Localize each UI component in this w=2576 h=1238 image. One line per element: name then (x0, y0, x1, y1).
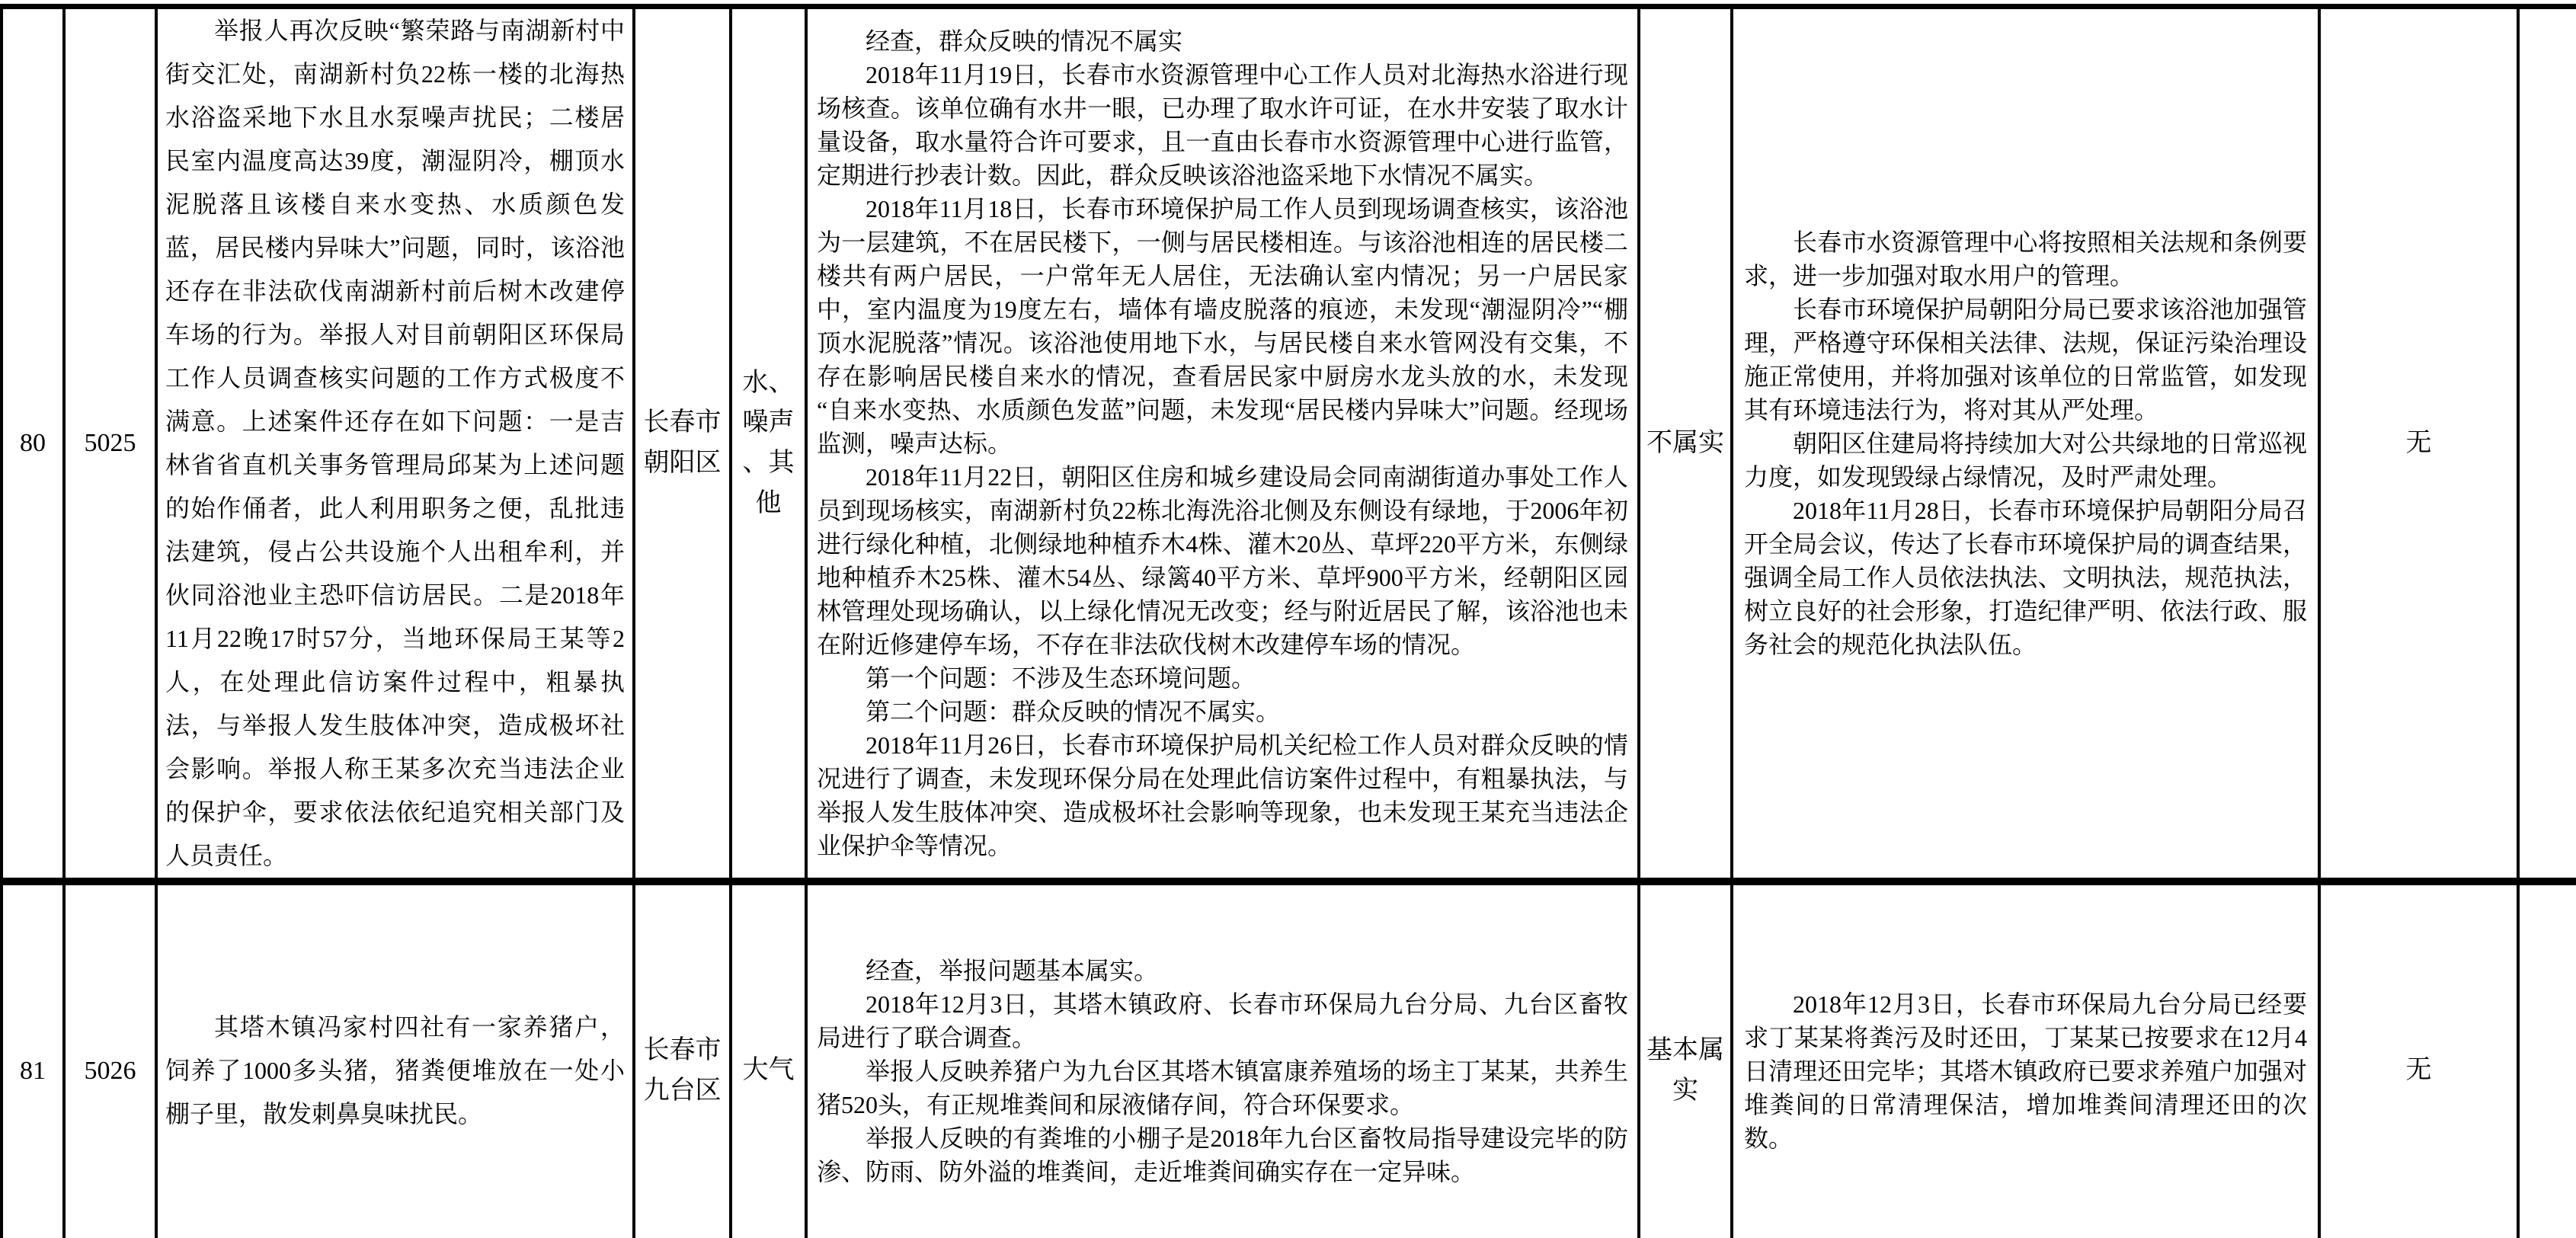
paragraph: 朝阳区住建局将持续加大对公共绿地的日常巡视力度，如发现毁绿占绿情况，及时严肃处理。 (1744, 430, 2307, 491)
case-no-cell: 5026 (64, 881, 156, 1238)
paragraph: 举报人反映养猪户为九台区其塔木镇富康养殖场的场主丁某某，共养生猪520头，有正规堆粪间和尿液储存间，符合环保要求。 (817, 1057, 1628, 1118)
complaint-cell (156, 881, 634, 1238)
paragraph: 经查，群众反映的情况不属实 (866, 27, 1183, 55)
empty-cell (2518, 881, 2576, 1238)
paragraph: 2018年11月18日，长春市环境保护局工作人员到现场调查核实，该浴池为一层建筑，不在居民楼下，一侧与居民楼相连。与该浴池相连的居民楼二楼共有两户居民，一户常年无人居住，无法确认室内情况；另一户居民家中，室内温度为19度左右，墙体有墙皮脱落的痕迹，未发现“潮湿阴冷”“棚顶水泥脱落”情况。该浴池使用地下水，与居民楼自来水管网没有交集，不存在影响居民楼自来水的情况，查看居民家中厨房水龙头放的水，未发现“自来水变热、水质颜色发蓝”问题，未发现“居民楼内异味大”问题。经现场监测，噪声达标。 (817, 195, 1628, 457)
case-no-cell: 5025 (64, 7, 156, 882)
paragraph: 长春市水资源管理中心将按照相关法规和条例要求，进一步加强对取水用户的管理。 (1744, 229, 2307, 290)
accountability-cell: 无 (2319, 881, 2518, 1238)
complaint-cell (156, 7, 634, 882)
paragraph: 2018年12月3日，其塔木镇政府、长春市环保局九台分局、九台区畜牧局进行了联合调查。 (817, 990, 1628, 1051)
empty-cell (2518, 7, 2576, 882)
paragraph: 其塔木镇冯家村四社有一家养猪户，饲养了1000多头猪，猪粪便堆放在一处小棚子里，散发刺鼻臭味扰民。 (165, 1013, 625, 1128)
seq-cell: 81 (2, 881, 64, 1238)
verdict-cell: 不属实 (1639, 7, 1732, 882)
paragraph: 举报人再次反映“繁荣路与南湖新村中街交汇处，南湖新村负22栋一楼的北海热水浴盗采地下水且水泵噪声扰民；二楼居民室内温度高达39度，潮湿阴冷，棚顶水泥脱落且该楼自来水变热、水质颜色发蓝，居民楼内异味大”问题，同时，该浴池还存在非法砍伐南湖新村前后树木改建停车场的行为。举报人对目前朝阳区环保局工作人员调查核实问题的工作方式极度不满意。上述案件还存在如下问题：一是吉林省省直机关事务管理局邱某为上述问题的始作俑者，此人利用职务之便，乱批违法建筑，侵占公共设施个人出租牟利，并伙同浴池业主恐吓信访居民。二是2018年11月22晚17时57分，当地环保局王某等2人，在处理此信访案件过程中，粗暴执法，与举报人发生肢体冲突，造成极坏社会影响。举报人称王某多次充当违法企业的保护伞，要求依法依纪追究相关部门及人员责任。 (165, 17, 625, 869)
paragraph: 举报人反映的有粪堆的小棚子是2018年九台区畜牧局指导建设完毕的防渗、防雨、防外溢的堆粪间，走近堆粪间确实存在一定异味。 (817, 1124, 1628, 1185)
paragraph: 经查，举报问题基本属实。 (866, 956, 1159, 984)
table-row (2, 7, 2576, 882)
region-cell: 长春市九台区 (634, 881, 731, 1238)
pollution-type-cell: 水、噪声、其他 (731, 7, 806, 882)
paragraph: 2018年11月19日，长春市水资源管理中心工作人员对北海热水浴进行现场核查。该单位确有水井一眼，已办理了取水许可证，在水井安装了取水计量设备，取水量符合许可要求，且一直由长春市水资源管理中心进行监管，定期进行抄表计数。因此，群众反映该浴池盗采地下水情况不属实。 (817, 61, 1628, 189)
accountability-cell: 无 (2319, 7, 2518, 882)
paragraph: 2018年11月28日，长春市环境保护局朝阳分局召开全局会议，传达了长春市环境保护局的调查结果，强调全局工作人员依法执法、文明执法，规范执法，树立良好的社会形象，打造纪律严明、依法行政、服务社会的规范化执法队伍。 (1744, 497, 2307, 658)
paragraph: 长春市环境保护局朝阳分局已要求该浴池加强管理，严格遵守环保相关法律、法规，保证污染治理设施正常使用，并将加强对该单位的日常监管，如发现其有环境违法行为，将对其从严处理。 (1744, 296, 2307, 424)
paragraph: 2018年11月26日，长春市环境保护局机关纪检工作人员对群众反映的情况进行了调查，未发现环保分局在处理此信访案件过程中，有粗暴执法，与举报人发生肢体冲突、造成极坏社会影响等现象，也未发现王某充当违法企业保护伞等情况。 (817, 731, 1628, 859)
verdict-cell: 基本属实 (1639, 881, 1732, 1238)
seq-cell: 80 (2, 7, 64, 882)
investigation-cell (806, 7, 1639, 882)
handling-cell (1732, 881, 2319, 1238)
handling-cell (1732, 7, 2319, 882)
paragraph: 2018年11月22日，朝阳区住房和城乡建设局会同南湖街道办事处工作人员到现场核实，南湖新村负22栋北海洗浴北侧及东侧设有绿地，于2006年初进行绿化种植，北侧绿地种植乔木4株、灌木20丛、草坪220平方米，东侧绿地种植乔木25株、灌木54丛、绿篱40平方米、草坪900平方米，经朝阳区园林管理处现场确认，以上绿化情况无改变；经与附近居民了解，该浴池也未在附近修建停车场，不存在非法砍伐树木改建停车场的情况。 (817, 463, 1628, 658)
region-cell: 长春市朝阳区 (634, 7, 731, 882)
paragraph: 第二个问题：群众反映的情况不属实。 (866, 698, 1281, 725)
table-row (2, 881, 2576, 1238)
paragraph: 第一个问题：不涉及生态环境问题。 (866, 664, 1256, 692)
pollution-type-cell: 大气 (731, 881, 806, 1238)
paragraph: 2018年12月3日，长春市环保局九台分局已经要求丁某某将粪污及时还田，丁某某已按要求在12月4日清理还田完毕；其塔木镇政府已要求养殖户加强对堆粪间的日常清理保洁，增加堆粪间清理还田的次数。 (1744, 990, 2307, 1152)
complaints-table (0, 4, 2576, 1238)
investigation-cell (806, 881, 1639, 1238)
